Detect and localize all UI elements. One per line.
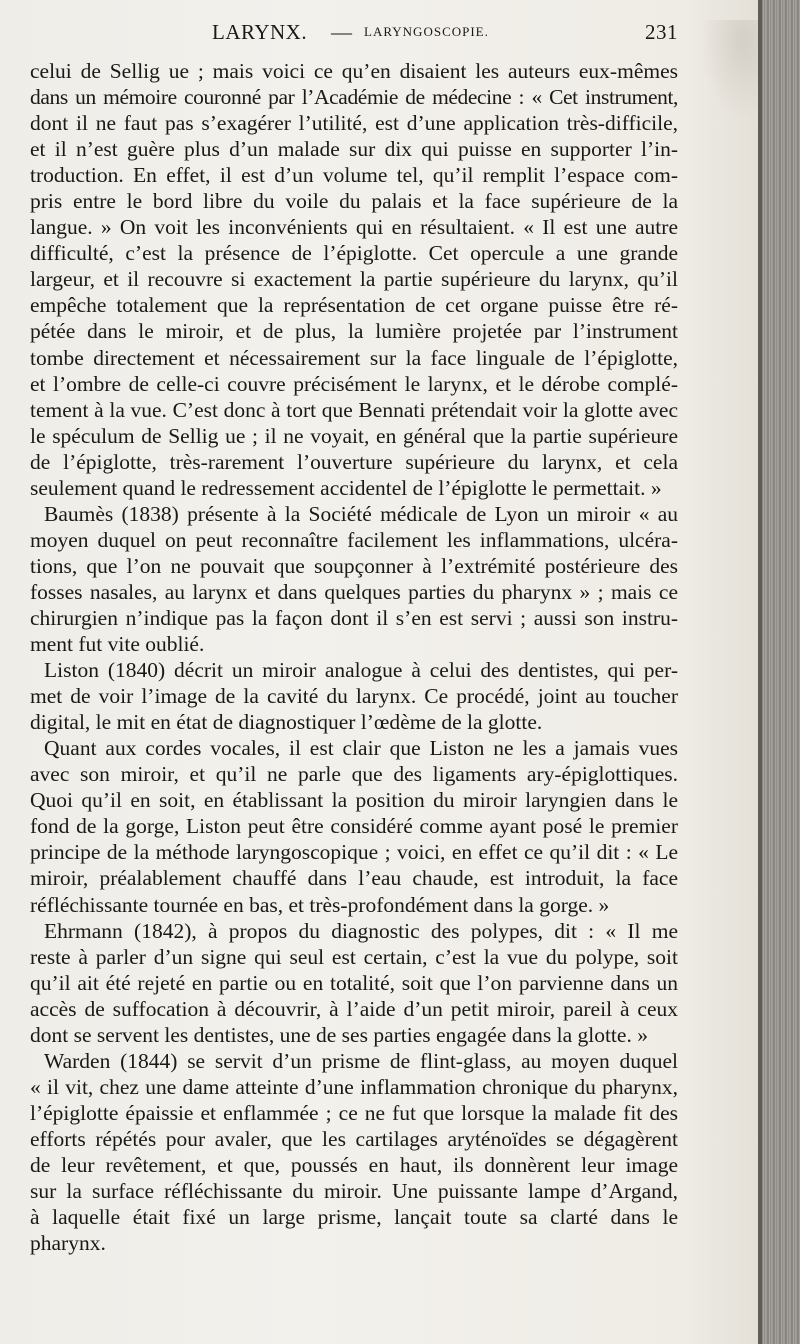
text-line: ment fut vite oublié.: [30, 632, 205, 657]
body-text: [30, 58, 678, 1256]
text-line: Ehrmann (1842), à propos du diagnostic des polypes, dit : « Il me: [44, 918, 678, 943]
text-line: sur la surface réfléchissante du miroir. Une puissante lampe d’Argand,: [30, 1179, 678, 1204]
text-line: empêche totalement que la représentation de cet organe puisse être ré-: [30, 293, 678, 318]
text-line: troduction. En effet, il est d’un volume tel, qu’il remplit l’espace com-: [30, 163, 678, 188]
text-line: Liston (1840) décrit un miroir analogue à celui des dentistes, qui per-: [44, 658, 678, 683]
text-line: tions, que l’on ne pouvait que soupçonner à l’extrémité postérieure des: [30, 553, 678, 578]
text-line: celui de Sellig ue ; mais voici ce qu’en disaient les auteurs eux-mêmes: [30, 59, 678, 83]
running-title: LARYNX.: [212, 20, 308, 44]
text-line: tombe directement et nécessairement sur la face linguale de l’épiglotte,: [30, 345, 678, 370]
text-line: réfléchissante tournée en bas, et très-profondément dans la gorge. »: [30, 892, 610, 917]
text-line: seulement quand le redressement accidentel de l’épiglotte le permettait. »: [30, 475, 662, 500]
text-line: Quoi qu’il en soit, en établissant la position du miroir laryngien dans le: [30, 788, 678, 813]
text-line: met de voir l’image de la cavité du larynx. Ce procédé, joint au toucher: [30, 684, 678, 709]
text-line: largeur, et il recouvre si exactement la partie supérieure du larynx, qu’il: [30, 267, 678, 292]
text-line: de l’épiglotte, très-rarement l’ouverture supérieure du larynx, et cela: [30, 449, 678, 474]
page-number: 231: [645, 20, 678, 44]
text-line: Baumès (1838) présente à la Société médicale de Lyon un miroir « au: [44, 501, 678, 526]
header-dash: —: [331, 20, 353, 44]
text-line: dont il ne faut pas s’exagérer l’utilité, est d’une application très-difficile,: [30, 111, 678, 136]
text-line: fosses nasales, au larynx et dans quelques parties du pharynx » ; mais ce: [30, 579, 678, 604]
text-line: chirurgien n’indique pas la façon dont il s’en est servi ; aussi son instru-: [30, 605, 678, 630]
text-line: accès de suffocation à découvrir, à l’aide d’un petit miroir, pareil à ceux: [30, 996, 678, 1021]
text-line: le spéculum de Sellig ue ; il ne voyait, en général que la partie supérieure: [30, 423, 678, 448]
text-line: difficulté, c’est la présence de l’épiglotte. Cet opercule a une grande: [30, 241, 678, 266]
text-line: de leur revêtement, et que, poussés en haut, ils donnèrent leur image: [30, 1152, 678, 1177]
text-line: dans un mémoire couronné par l’Académie de médecine : « Cet instrument,: [30, 85, 678, 110]
text-line: qu’il ait été rejeté en partie ou en totalité, soit que l’on parvienne dans un: [30, 970, 678, 995]
text-line: Quant aux cordes vocales, il est clair que Liston ne les a jamais vues: [44, 736, 678, 761]
text-line: moyen duquel on peut reconnaître facilement les inflammations, ulcéra-: [30, 527, 678, 552]
running-header: [28, 16, 678, 50]
text-line: principe de la méthode laryngoscopique ; voici, en effet ce qu’il dit : « Le: [30, 840, 678, 865]
text-line: langue. » On voit les inconvénients qui en résultaient. « Il est une autre: [30, 215, 678, 240]
text-line: fond de la gorge, Liston peut être considéré comme ayant posé le premier: [30, 814, 678, 839]
text-line: miroir, préalablement chauffé dans l’eau chaude, est introduit, la face: [30, 866, 678, 891]
text-line: Warden (1844) se servit d’un prisme de flint-glass, au moyen duquel: [44, 1048, 678, 1073]
text-line: pharynx.: [30, 1231, 106, 1256]
text-line: à laquelle était fixé un large prisme, lançait toute sa clarté dans le: [30, 1205, 678, 1230]
text-line: pétée dans le miroir, et de plus, la lumière projetée par l’instrument: [30, 319, 678, 344]
text-line: efforts répétés pour avaler, que les cartilages aryténoïdes se dégagèrent: [30, 1126, 678, 1151]
page-stack-edge: [758, 0, 800, 1344]
page-stain: [700, 20, 760, 120]
text-line: l’épiglotte épaissie et enflammée ; ce ne fut que lorsque la malade fit des: [30, 1100, 678, 1125]
text-line: digital, le mit en état de diagnostiquer l’œdème de la glotte.: [30, 710, 543, 735]
text-line: « il vit, chez une dame atteinte d’une inflammation chronique du pharynx,: [30, 1074, 678, 1099]
text-line: et l’ombre de celle-ci couvre précisément le larynx, et le dérobe complé-: [30, 371, 678, 396]
text-line: dont se servent les dentistes, une de ses parties engagée dans la glotte. »: [30, 1022, 648, 1047]
text-line: et il n’est guère plus d’un malade sur dix qui puisse en supporter l’in-: [30, 137, 678, 162]
running-subtitle: LARYNGOSCOPIE.: [364, 24, 489, 39]
text-line: avec son miroir, et qu’il ne parle que des ligaments ary-épiglottiques.: [30, 762, 678, 787]
text-line: reste à parler d’un signe qui seul est certain, c’est la vue du polype, soit: [30, 944, 678, 969]
text-line: pris entre le bord libre du voile du palais et la face supérieure de la: [30, 189, 678, 214]
text-line: tement à la vue. C’est donc à tort que Bennati prétendait voir la glotte avec: [30, 397, 678, 422]
